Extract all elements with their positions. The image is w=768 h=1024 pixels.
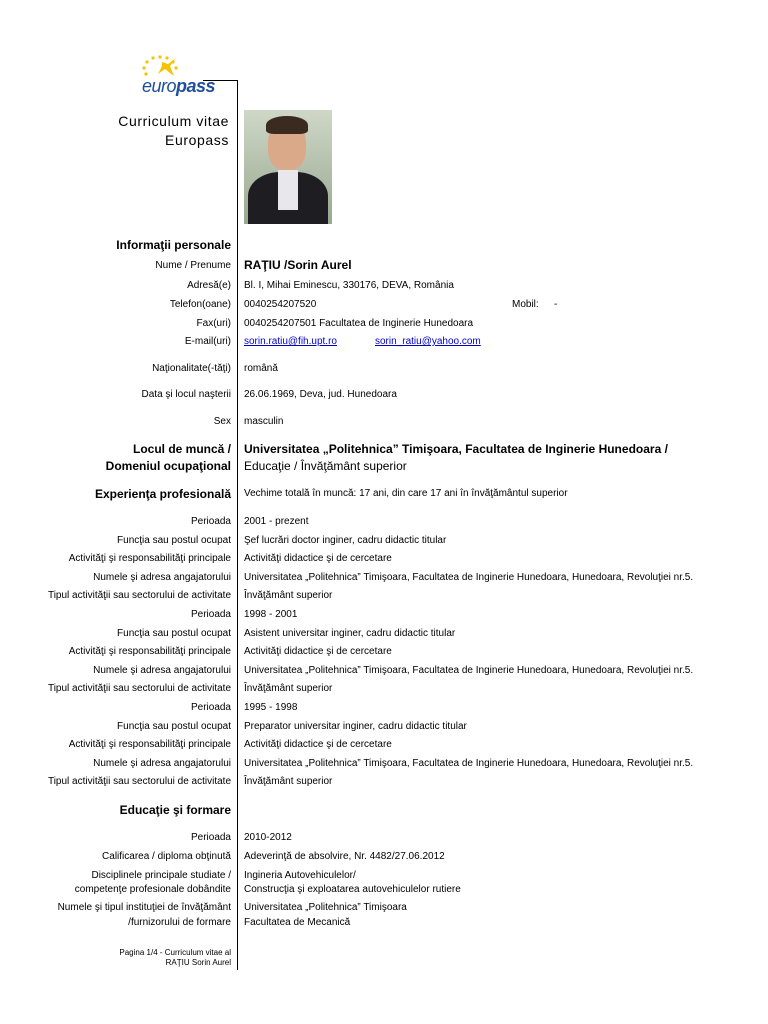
phone-value: 0040254207520 bbox=[244, 299, 317, 310]
edu-institution-value-1: Universitatea „Politehnica” Timişoara bbox=[244, 902, 407, 913]
exp-activities-label: Activităţi şi responsabilităţi principale bbox=[68, 646, 231, 657]
logo-text-euro: euro bbox=[142, 76, 177, 96]
birth-value: 26.06.1969, Deva, jud. Hunedoara bbox=[244, 389, 397, 400]
workplace-value-2: Educaţie / Învăţământ superior bbox=[244, 459, 407, 473]
sex-label: Sex bbox=[213, 416, 231, 427]
edu-subjects-label-1: Disciplinele principale studiate / bbox=[91, 870, 231, 881]
edu-institution-label-2: /furnizorului de formare bbox=[128, 917, 231, 928]
personal-info-header: Informaţii personale bbox=[116, 238, 231, 252]
sex-value: masculin bbox=[244, 416, 284, 427]
exp-sector-label: Tipul activităţii sau sectorului de activitate bbox=[47, 590, 231, 601]
exp-sector-value: Învăţământ superior bbox=[244, 590, 333, 601]
exp-position-value: Preparator universitar inginer, cadru didactic titular bbox=[244, 721, 467, 732]
exp-period-label: Perioada bbox=[190, 702, 231, 713]
nationality-label: Naţionalitate(-tăţi) bbox=[152, 363, 231, 374]
exp-period-value: 2001 - prezent bbox=[244, 516, 309, 527]
vertical-divider bbox=[237, 80, 238, 970]
exp-employer-value: Universitatea „Politehnica” Timişoara, Facultatea de Inginerie Hunedoara, Hunedoara, Revoluţiei nr.5. bbox=[244, 572, 694, 583]
exp-period-value: 1998 - 2001 bbox=[244, 609, 298, 620]
exp-period-value: 1995 - 1998 bbox=[244, 702, 298, 713]
edu-qualification-value: Adeverinţă de absolvire, Nr. 4482/27.06.2012 bbox=[244, 851, 445, 862]
nationality-value: română bbox=[244, 363, 278, 374]
cv-title-line1: Curriculum vitae bbox=[118, 113, 229, 129]
exp-employer-label: Numele şi adresa angajatorului bbox=[93, 665, 231, 676]
profile-photo bbox=[244, 110, 332, 224]
mobile-value: - bbox=[554, 299, 558, 310]
workplace-label-2: Domeniul ocupaţional bbox=[105, 459, 231, 473]
exp-employer-value: Universitatea „Politehnica” Timişoara, Facultatea de Inginerie Hunedoara, Hunedoara, Revoluţiei nr.5. bbox=[244, 758, 694, 769]
exp-period-label: Perioada bbox=[190, 516, 231, 527]
name-value: RAŢIU /Sorin Aurel bbox=[244, 258, 352, 272]
address-value: Bl. I, Mihai Eminescu, 330176, DEVA, România bbox=[244, 280, 454, 291]
edu-institution-label-1: Numele şi tipul instituţiei de învăţământ bbox=[57, 902, 231, 913]
exp-position-value: Asistent universitar inginer, cadru didactic titular bbox=[244, 628, 456, 639]
page-footer bbox=[119, 948, 231, 968]
exp-sector-label: Tipul activităţii sau sectorului de activitate bbox=[47, 776, 231, 787]
exp-sector-value: Învăţământ superior bbox=[244, 776, 333, 787]
exp-sector-value: Învăţământ superior bbox=[244, 683, 333, 694]
edu-qualification-label: Calificarea / diploma obţinută bbox=[102, 851, 231, 862]
exp-employer-value: Universitatea „Politehnica” Timişoara, Facultatea de Inginerie Hunedoara, Hunedoara, Revoluţiei nr.5. bbox=[244, 665, 694, 676]
exp-position-value: Şef lucrări doctor inginer, cadru didactic titular bbox=[244, 535, 447, 546]
footer-line-2: RAŢIU Sorin Aurel bbox=[165, 958, 231, 967]
exp-position-label: Funcţia sau postul ocupat bbox=[117, 628, 231, 639]
exp-activities-value: Activităţi didactice şi de cercetare bbox=[244, 739, 392, 750]
edu-institution-value-2: Facultatea de Mecanică bbox=[244, 917, 351, 928]
exp-activities-label: Activităţi şi responsabilităţi principale bbox=[68, 553, 231, 564]
workplace-label-1: Locul de muncă / bbox=[132, 442, 231, 456]
experience-header: Experienţa profesională bbox=[94, 487, 231, 501]
phone-label: Telefon(oane) bbox=[169, 299, 231, 310]
edu-period-label: Perioada bbox=[190, 832, 231, 843]
birth-label: Data şi locul naşterii bbox=[141, 389, 231, 400]
fax-label: Fax(uri) bbox=[196, 318, 231, 329]
exp-activities-value: Activităţi didactice şi de cercetare bbox=[244, 553, 392, 564]
cv-title-line2: Europass bbox=[165, 132, 229, 148]
email-link-2[interactable]: sorin_ratiu@yahoo.com bbox=[375, 336, 481, 347]
experience-summary: Vechime totală în muncă: 17 ani, din care 17 ani în învăţământul superior bbox=[244, 488, 568, 499]
exp-position-label: Funcţia sau postul ocupat bbox=[117, 721, 231, 732]
fax-value: 0040254207501 Facultatea de Inginerie Hunedoara bbox=[244, 318, 474, 329]
email-link-1[interactable]: sorin.ratiu@fih.upt.ro bbox=[244, 336, 337, 347]
edu-subjects-value-2: Construcţia şi exploatarea autovehiculelor rutiere bbox=[244, 884, 461, 895]
email-label: E-mail(uri) bbox=[184, 336, 231, 347]
logo-text-pass: pass bbox=[176, 76, 216, 96]
edu-subjects-value-1: Ingineria Autovehiculelor/ bbox=[244, 870, 356, 881]
exp-activities-value: Activităţi didactice şi de cercetare bbox=[244, 646, 392, 657]
exp-sector-label: Tipul activităţii sau sectorului de activitate bbox=[47, 683, 231, 694]
exp-employer-label: Numele şi adresa angajatorului bbox=[93, 758, 231, 769]
edu-period-value: 2010-2012 bbox=[244, 832, 292, 843]
mobile-label: Mobil: bbox=[512, 299, 539, 310]
exp-period-label: Perioada bbox=[190, 609, 231, 620]
address-label: Adresă(e) bbox=[187, 280, 231, 291]
edu-subjects-label-2: competenţe profesionale dobândite bbox=[74, 884, 231, 895]
education-header: Educaţie şi formare bbox=[119, 803, 231, 817]
exp-employer-label: Numele şi adresa angajatorului bbox=[93, 572, 231, 583]
europass-logo bbox=[132, 54, 232, 100]
exp-activities-label: Activităţi şi responsabilităţi principale bbox=[68, 739, 231, 750]
footer-line-1: Pagina 1/4 - Curriculum vitae al bbox=[119, 948, 231, 957]
exp-position-label: Funcţia sau postul ocupat bbox=[117, 535, 231, 546]
workplace-value-1: Universitatea „Politehnica” Timişoara, Facultatea de Inginerie Hunedoara / bbox=[244, 442, 668, 456]
name-label: Nume / Prenume bbox=[155, 260, 231, 271]
